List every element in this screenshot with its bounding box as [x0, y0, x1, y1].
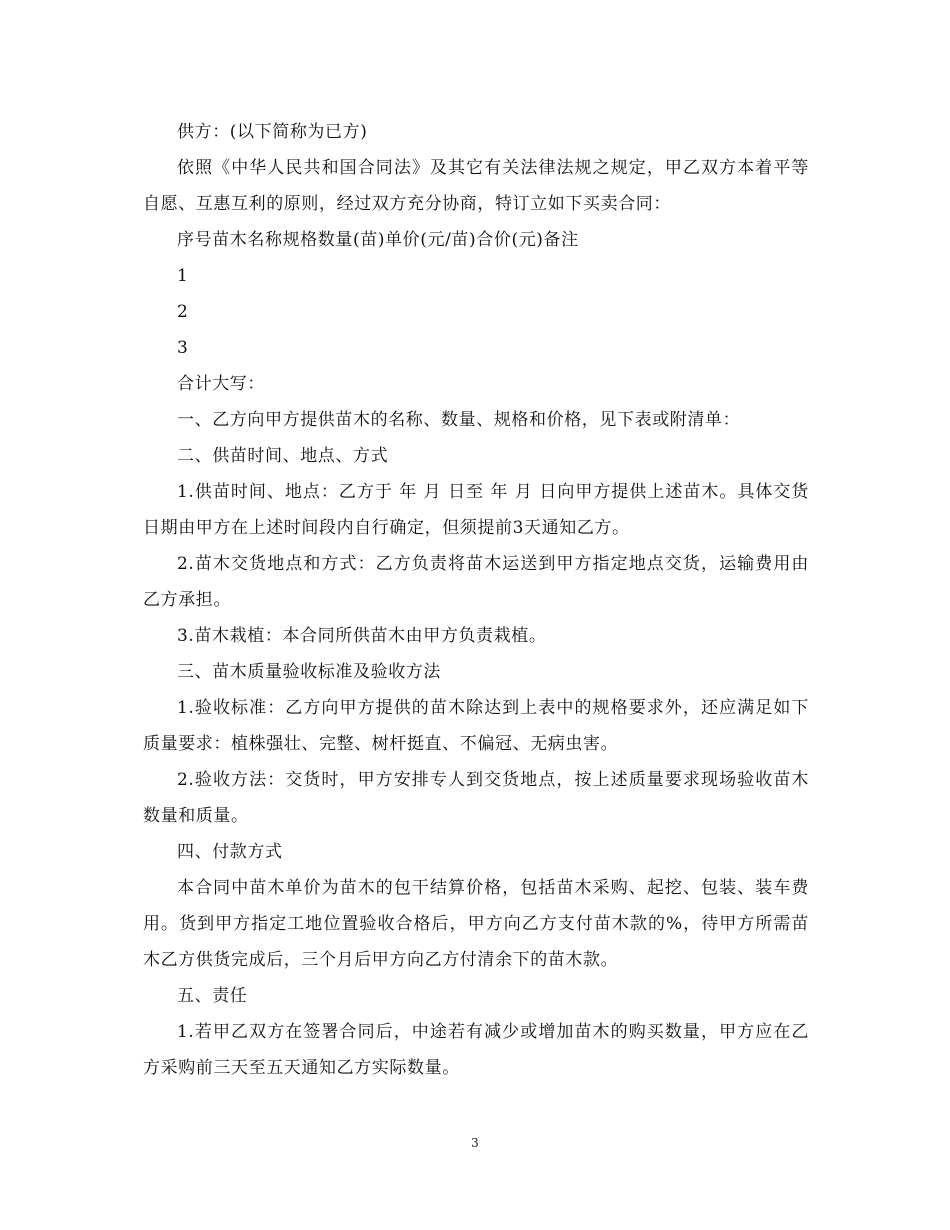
- paragraph-preamble: 依照《中华人民共和国合同法》及其它有关法律法规之规定，甲乙双方本着平等自愿、互惠互利的原则，经过双方充分协商，特订立如下买卖合同：: [143, 158, 809, 214]
- paragraph-supplier: 供方：(以下简称为已方): [177, 122, 368, 142]
- paragraph-total: 合计大写：: [177, 374, 265, 394]
- clause-3-2: 2.验收方法：交货时，甲方安排专人到交货地点，按上述质量要求现场验收苗木数量和质量。: [143, 770, 809, 826]
- clause-2-3: 3.苗木栽植：本合同所供苗木由甲方负责栽植。: [177, 626, 547, 646]
- clause-2-2: 2.苗木交货地点和方式：乙方负责将苗木运送到甲方指定地点交货，运输费用由乙方承担。: [143, 554, 809, 610]
- clause-2-1: 1.供苗时间、地点：乙方于 年 月 日至 年 月 日向甲方提供上述苗木。具体交货日期由甲方在上述时间段内自行确定，但须提前3天通知乙方。: [143, 482, 809, 538]
- section-heading-5: 五、责任: [177, 986, 248, 1006]
- document-body: [143, 114, 809, 1086]
- section-heading-1: 一、乙方向甲方提供苗木的名称、数量、规格和价格，见下表或附清单：: [177, 410, 741, 430]
- clause-5-1: 1.若甲乙双方在签署合同后，中途若有减少或增加苗木的购买数量，甲方应在乙方采购前三天至五天通知乙方实际数量。: [143, 1022, 809, 1078]
- paragraph-row-2: 2: [177, 302, 189, 322]
- paragraph-row-1: 1: [177, 266, 189, 286]
- page-number: 3: [471, 1136, 479, 1150]
- paragraph-table-header: 序号苗木名称规格数量(苗)单价(元/苗)合价(元)备注: [177, 230, 579, 250]
- section-heading-3: 三、苗木质量验收标准及验收方法: [177, 662, 441, 682]
- section-heading-2: 二、供苗时间、地点、方式: [177, 446, 389, 466]
- section-heading-4: 四、付款方式: [177, 842, 283, 862]
- paragraph-row-3: 3: [177, 338, 189, 358]
- clause-4-body: 本合同中苗木单价为苗木的包干结算价格，包括苗木采购、起挖、包装、装车费用。货到甲方指定工地位置验收合格后，甲方向乙方支付苗木款的%，待甲方所需苗木乙方供货完成后，三个月后甲方向乙方付清余下的苗木款。: [143, 878, 809, 970]
- clause-3-1: 1.验收标准：乙方向甲方提供的苗木除达到上表中的规格要求外，还应满足如下质量要求：植株强壮、完整、树杆挺直、不偏冠、无病虫害。: [143, 698, 809, 754]
